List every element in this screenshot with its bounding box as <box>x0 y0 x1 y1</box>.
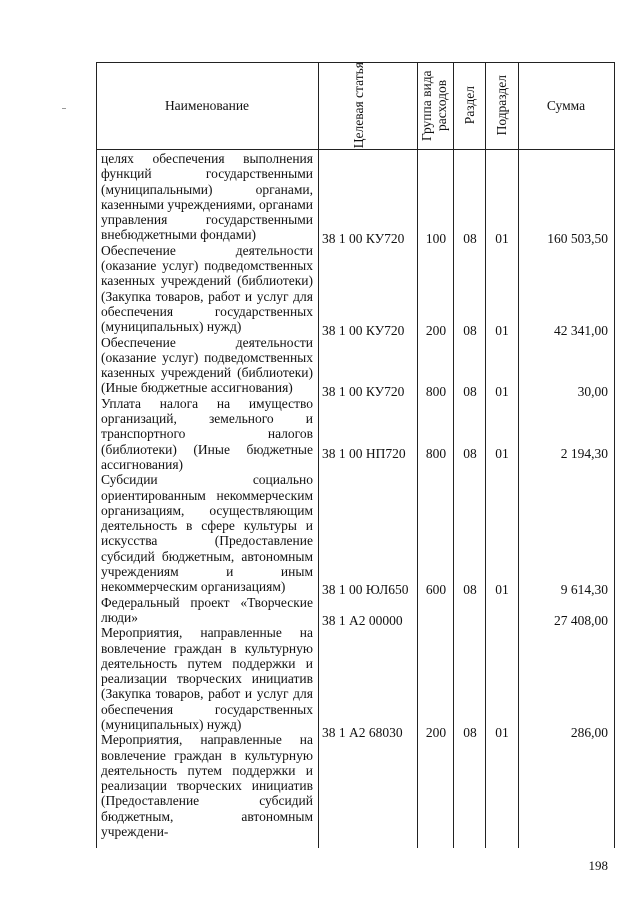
header-bottom-border <box>96 149 614 150</box>
row-code: 38 1 А2 00000 <box>322 613 403 628</box>
row-name: Обеспечение деятельности (оказание услуг) подведомственных казенных учреждений (библиотеки) (Закупка товаров, работ и услуг для обеспечения государственных (муниципальных) нужд) <box>101 242 313 335</box>
row-section: 08 <box>463 231 477 246</box>
row-sum: 9 614,30 <box>560 582 608 597</box>
row-name: Федеральный проект «Творческие люди» <box>101 594 313 625</box>
row-section: 08 <box>463 446 477 461</box>
row-name: Мероприятия, направленные на вовлечение граждан в культурную деятельность путем поддержки и реализации творческих инициатив (Закупка товаров, работ и услуг для обеспечения государственных (муниципальных) нужд) <box>101 625 313 732</box>
row-code: 38 1 00 КУ720 <box>322 231 405 246</box>
row-code: 38 1 00 КУ720 <box>322 384 405 399</box>
margin-mark <box>62 108 66 109</box>
row-sum: 30,00 <box>577 384 608 399</box>
row-group: 800 <box>425 384 447 399</box>
row-code: 38 1 00 КУ720 <box>322 323 405 338</box>
row-section: 08 <box>463 582 477 597</box>
header-section: Раздел <box>461 86 477 125</box>
row-subsection: 01 <box>495 725 509 740</box>
col-border <box>96 62 97 848</box>
col-border <box>417 62 418 848</box>
row-subsection: 01 <box>495 582 509 597</box>
row-group: 200 <box>425 323 447 338</box>
row-group: 100 <box>425 231 447 246</box>
col-border <box>318 62 319 848</box>
page-number: 198 <box>588 858 608 873</box>
row-code: 38 1 00 НП720 <box>322 446 406 461</box>
col-border <box>453 62 454 848</box>
row-sum: 27 408,00 <box>554 613 608 628</box>
header-sum: Сумма <box>546 97 586 113</box>
row-subsection: 01 <box>495 446 509 461</box>
row-section: 08 <box>463 384 477 399</box>
row-group: 200 <box>425 725 447 740</box>
col-border <box>485 62 486 848</box>
row-group: 800 <box>425 446 447 461</box>
row-sum: 160 503,50 <box>547 231 608 246</box>
header-group: Группа вида расходов <box>419 70 449 141</box>
row-subsection: 01 <box>495 231 509 246</box>
row-section: 08 <box>463 725 477 740</box>
row-subsection: 01 <box>495 384 509 399</box>
row-name: Субсидии социально ориентированным некоммерческим организациям, осуществляющим деятельность в сфере культуры и искусства (Предоставление субсидий бюджетным, автономным учреждениям и иным некоммерческим организациям) <box>101 472 313 595</box>
name-column <box>101 151 313 839</box>
row-section: 08 <box>463 323 477 338</box>
row-name: Обеспечение деятельности (оказание услуг) подведомственных казенных учреждений (библиотеки) (Иные бюджетные ассигнования) <box>101 334 313 396</box>
header-subsection: Подраздел <box>494 75 509 136</box>
row-sum: 42 341,00 <box>554 323 608 338</box>
col-border <box>614 62 615 848</box>
row-sum: 2 194,30 <box>560 446 608 461</box>
row-sum: 286,00 <box>570 725 608 740</box>
header-target: Целевая статья <box>350 62 366 149</box>
row-name: Мероприятия, направленные на вовлечение граждан в культурную деятельность путем поддержки и реализации творческих инициатив (Предоставление субсидий бюджетным, автономным учреждени- <box>101 732 313 840</box>
row-code: 38 1 00 ЮЛ650 <box>322 582 409 597</box>
row-subsection: 01 <box>495 323 509 338</box>
row-name: целях обеспечения выполнения функций государственными (муниципальными) органами, казенными учреждениями, органами управления государственными внебюджетными фондами) <box>101 151 313 243</box>
row-group: 600 <box>425 582 447 597</box>
row-code: 38 1 А2 68030 <box>322 725 403 740</box>
row-name: Уплата налога на имущество организаций, земельного и транспортного налогов (библиотеки) (Иные бюджетные ассигнования) <box>101 395 313 472</box>
header-name: Наименование <box>164 97 250 113</box>
col-border <box>518 62 519 848</box>
